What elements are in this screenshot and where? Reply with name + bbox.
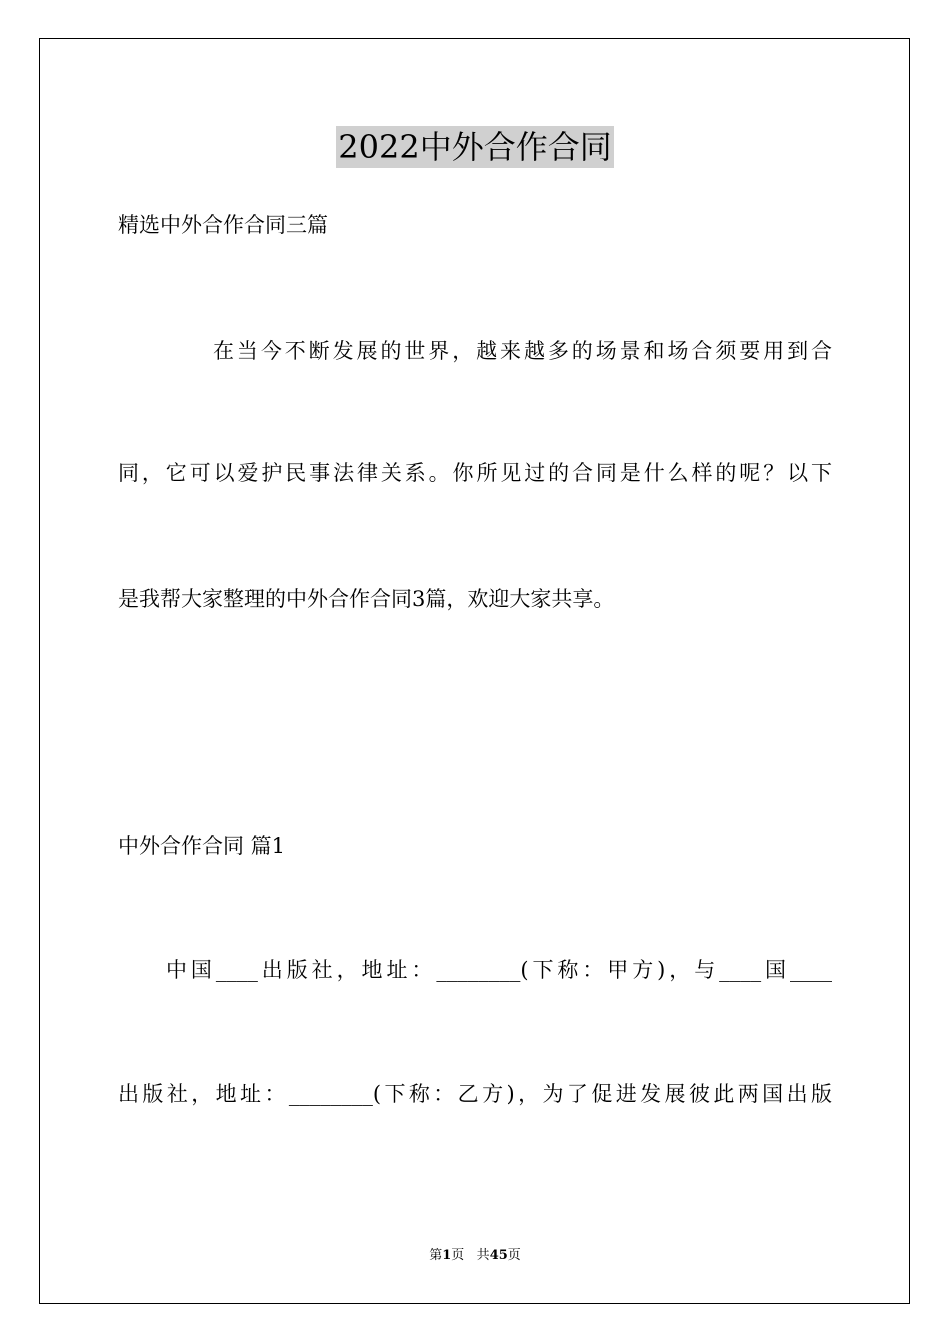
section-1-heading: 中外合作合同 篇1 (118, 834, 286, 858)
section-1-line-1: 中国____出版社，地址：________(下称：甲方)，与____国____ (166, 958, 832, 982)
document-subtitle: 精选中外合作合同三篇 (118, 213, 328, 237)
intro-line-2: 同，它可以爱护民事法律关系。你所见过的合同是什么样的呢？以下 (118, 461, 832, 485)
footer-page-prefix: 第 (429, 1248, 443, 1263)
intro-line-3: 是我帮大家整理的中外合作合同3篇，欢迎大家共享。 (118, 587, 615, 611)
page-footer (0, 1247, 950, 1265)
footer-total-prefix: 共 (476, 1248, 490, 1263)
footer-total-pages: 45 (489, 1248, 508, 1263)
footer-total-suffix: 页 (507, 1248, 521, 1263)
footer-page-number: 1 (442, 1248, 452, 1263)
document-title: 2022中外合作合同 (338, 128, 612, 166)
title-container (0, 126, 950, 168)
intro-line-1: 在当今不断发展的世界，越来越多的场景和场合须要用到合 (213, 339, 832, 363)
section-1-line-2: 出版社，地址：________(下称：乙方)，为了促进发展彼此两国出版 (118, 1082, 832, 1106)
footer-page-suffix: 页 (451, 1248, 465, 1263)
